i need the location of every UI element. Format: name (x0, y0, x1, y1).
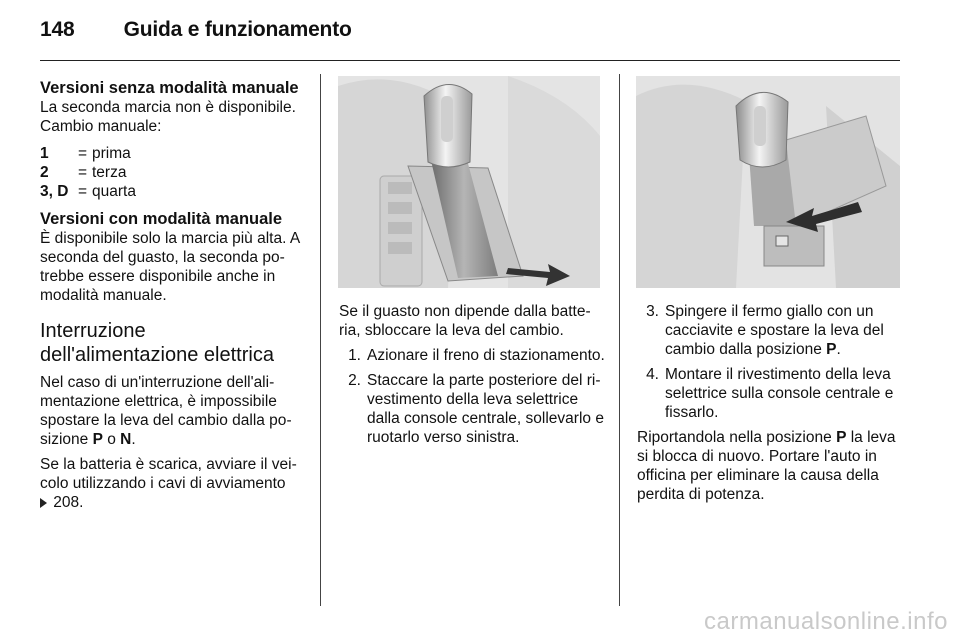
text-segment: Riportandola nella posizione (637, 429, 837, 446)
list-item (339, 346, 605, 365)
step-text (665, 302, 903, 359)
step-number: 1. (348, 347, 361, 364)
gear-key: 3, D (40, 183, 69, 200)
column-divider-1 (320, 74, 321, 606)
step-number: 4. (646, 366, 659, 383)
text-segment: . (836, 341, 841, 358)
section-heading-power-failure (40, 319, 306, 367)
paragraph-unlock-lever: Se il guasto non dipende dalla batteria, sbloccare la leva del cambio. (339, 303, 591, 339)
paragraph-power-failure (40, 373, 306, 449)
heading-line-1: Interruzione (40, 320, 146, 342)
heading-line-2: dell'alimentazione elettrica (40, 344, 274, 366)
position-n: N (120, 431, 132, 448)
page-number: 148 (40, 18, 75, 41)
text-segment: o (102, 431, 121, 448)
list-item (637, 365, 903, 422)
step-text: Azionare il freno di stazionamento. (367, 347, 605, 364)
gear-key: 2 (40, 164, 49, 181)
left-column (40, 78, 306, 518)
paragraph-relock (637, 428, 903, 504)
list-item (339, 371, 605, 447)
paragraph-manual-gearbox: Cambio manuale: (40, 118, 162, 135)
position-p: P (92, 431, 103, 448)
gear-value: prima (92, 145, 131, 162)
page-header (40, 18, 352, 42)
steps-list-1 (339, 346, 605, 447)
position-p: P (826, 341, 837, 358)
list-item (637, 302, 903, 359)
gear-eq: = (78, 164, 88, 181)
latch-illustration (636, 76, 900, 288)
step-number: 3. (646, 303, 659, 320)
section-heading-manual: Versioni con modalità manuale (40, 210, 283, 228)
page-title: Guida e funzionamento (123, 18, 352, 41)
middle-column (339, 302, 605, 453)
text-segment: . (131, 431, 136, 448)
page-reference-icon[interactable] (40, 498, 47, 508)
gear-eq: = (78, 145, 88, 162)
figure-gear-lever-trim (338, 76, 600, 288)
step-number: 2. (348, 372, 361, 389)
paragraph-battery (40, 455, 306, 512)
gear-lever-illustration (338, 76, 600, 288)
text-segment: la leva si blocca di nuovo. Portare l'auto in officina per eliminare la causa della perdita di potenza. (637, 429, 896, 503)
section-heading-manual-less: Versioni senza modalità manuale (40, 79, 299, 97)
steps-list-2 (637, 302, 903, 422)
gear-value: terza (92, 164, 127, 181)
header-rule (40, 60, 900, 61)
step-text: Staccare la parte posteriore del rivestimento della leva selettrice dalla console centrale, sollevarlo e ruotarlo verso sinistra. (367, 372, 604, 446)
text-segment: Se la batteria è scarica, avviare il veicolo utilizzando i cavi di avviamento (40, 456, 297, 492)
paragraph-manual-mode: È disponibile solo la marcia più alta. A seconda del guasto, la seconda potrebbe essere disponibile anche in modalità manuale. (40, 230, 300, 304)
gear-eq: = (78, 183, 88, 200)
figure-release-latch (636, 76, 900, 288)
watermark: carmanualsonline.info (704, 608, 948, 635)
paragraph-second-gear: La seconda marcia non è disponibile. (40, 99, 296, 116)
step-text: Montare il rivestimento della leva selettrice sulla console centrale e fissarlo. (665, 366, 894, 421)
gear-table (40, 144, 306, 201)
page-reference-link[interactable]: 208. (49, 494, 84, 511)
gear-value: quarta (92, 183, 136, 200)
gear-key: 1 (40, 145, 49, 162)
text-segment: Nel caso di un'interruzione dell'alimentazione elettrica, è impossibile spostare la leva del cambio dalla posizione (40, 374, 292, 448)
position-p: P (836, 429, 847, 446)
right-column (637, 302, 903, 510)
column-divider-2 (619, 74, 620, 606)
text-segment: Spingere il fermo giallo con un cacciavite e spostare la leva del cambio dalla posizione (665, 303, 884, 358)
